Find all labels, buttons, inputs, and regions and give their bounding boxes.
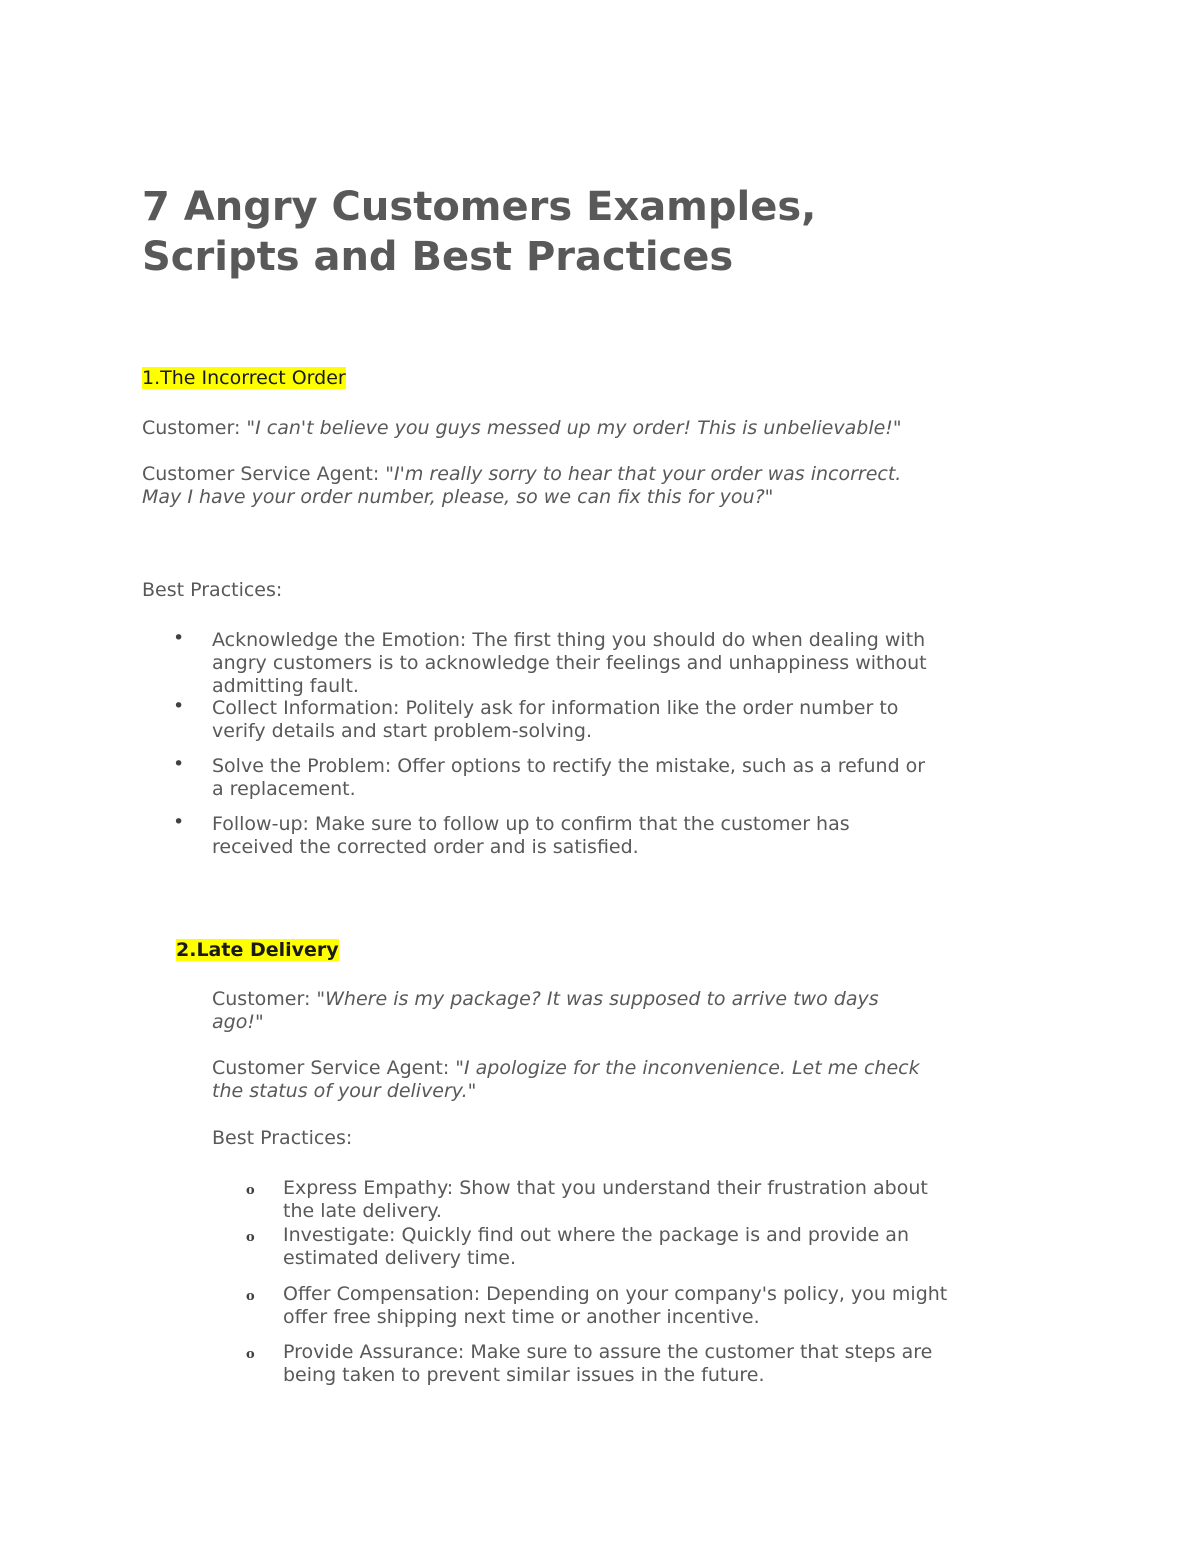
agent-quote-line-1: "I'm really sorry to hear that your order was incorrect. — [385, 463, 902, 485]
section-1-heading: 1.The Incorrect Order — [142, 367, 346, 389]
agent-label: Customer Service Agent: — [142, 463, 386, 485]
section-2-best-practices-label: Best Practices: — [212, 1127, 353, 1149]
list-item-line: verify details and start problem-solving. — [212, 720, 593, 742]
bullet-icon: • — [173, 811, 185, 833]
section-1-agent-line — [142, 463, 901, 509]
list-item-line: being taken to prevent similar issues in the future. — [283, 1364, 765, 1386]
bullet-icon: o — [246, 1289, 255, 1304]
list-item-line: angry customers is to acknowledge their feelings and unhappiness without — [212, 652, 927, 674]
list-item — [283, 1341, 932, 1387]
list-item-line: offer free shipping next time or another incentive. — [283, 1306, 760, 1328]
bullet-icon: o — [246, 1347, 255, 1362]
bullet-icon: o — [246, 1230, 255, 1245]
list-item-line: Collect Information: Politely ask for information like the order number to — [212, 697, 899, 719]
page-title — [142, 182, 1042, 282]
agent-quote-line-1: "I apologize for the inconvenience. Let me check — [455, 1057, 920, 1079]
list-item-line: Investigate: Quickly find out where the package is and provide an — [283, 1224, 909, 1246]
list-item-line: Solve the Problem: Offer options to rectify the mistake, such as a refund or — [212, 755, 926, 777]
list-item-line: admitting fault. — [212, 675, 359, 697]
customer-quote-line-1: "Where is my package? It was supposed to arrive two days — [316, 988, 879, 1010]
list-item-line: Offer Compensation: Depending on your company's policy, you might — [283, 1283, 948, 1305]
customer-label: Customer: — [142, 417, 247, 439]
section-1-customer-line — [142, 417, 902, 440]
section-2-customer-line — [212, 988, 879, 1034]
bullet-icon: o — [246, 1183, 255, 1198]
customer-quote: "I can't believe you guys messed up my order! This is unbelievable!" — [246, 417, 902, 439]
list-item — [283, 1283, 947, 1329]
list-item-line: a replacement. — [212, 778, 356, 800]
agent-quote-line-2: the status of your delivery." — [212, 1080, 477, 1102]
bullet-icon: • — [173, 695, 185, 717]
list-item — [212, 697, 898, 743]
customer-label: Customer: — [212, 988, 317, 1010]
section-2-heading: 2.Late Delivery — [176, 939, 339, 961]
list-item — [283, 1224, 909, 1270]
title-line-1: 7 Angry Customers Examples, — [142, 184, 817, 230]
agent-label: Customer Service Agent: — [212, 1057, 456, 1079]
list-item-line: Express Empathy: Show that you understand their frustration about — [283, 1177, 928, 1199]
list-item — [212, 629, 927, 698]
list-item-line: Acknowledge the Emotion: The first thing you should do when dealing with — [212, 629, 926, 651]
list-item — [212, 813, 850, 859]
list-item-line: the late delivery. — [283, 1200, 442, 1222]
list-item — [212, 755, 925, 801]
section-2-agent-line — [212, 1057, 920, 1103]
list-item — [283, 1177, 928, 1223]
agent-quote-line-2: May I have your order number, please, so we can fix this for you?" — [142, 486, 774, 508]
list-item-line: Follow-up: Make sure to follow up to confirm that the customer has — [212, 813, 850, 835]
section-1-best-practices-label: Best Practices: — [142, 579, 283, 601]
list-item-line: received the corrected order and is satisfied. — [212, 836, 639, 858]
title-line-2: Scripts and Best Practices — [142, 234, 734, 280]
bullet-icon: • — [173, 753, 185, 775]
list-item-line: Provide Assurance: Make sure to assure the customer that steps are — [283, 1341, 933, 1363]
bullet-icon: • — [173, 627, 185, 649]
list-item-line: estimated delivery time. — [283, 1247, 517, 1269]
customer-quote-line-2: ago!" — [212, 1011, 264, 1033]
